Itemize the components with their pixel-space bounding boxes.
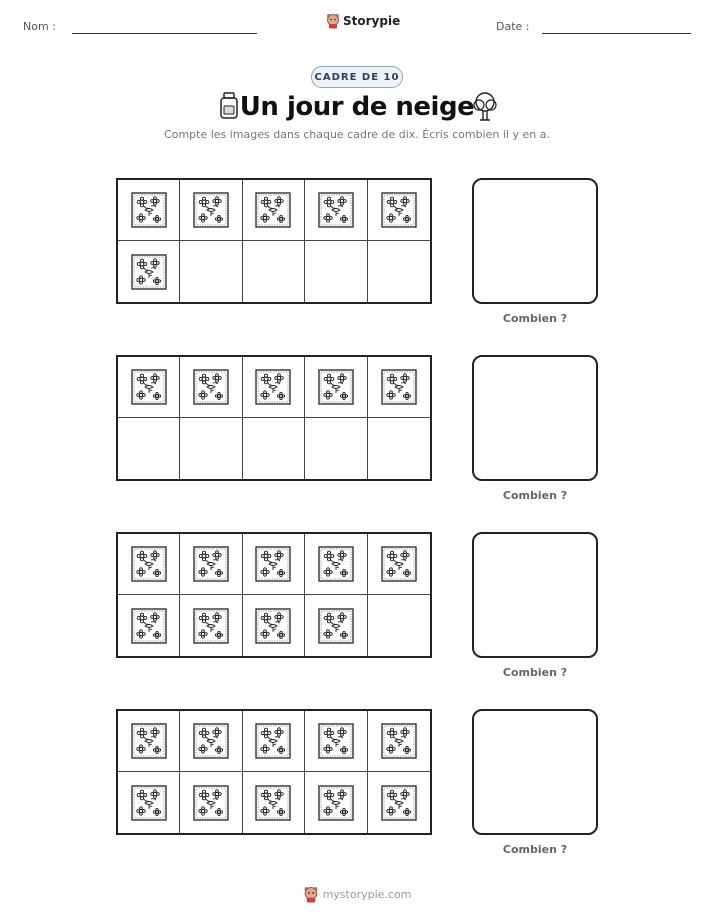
flower-bouquet-icon (255, 785, 291, 821)
answer-label-1: Combien ? (502, 312, 568, 325)
ten-frame-4 (116, 709, 432, 835)
flower-bouquet-icon (255, 369, 291, 405)
ten-frame-cell (305, 595, 367, 656)
page-title: Un jour de neige (239, 92, 475, 122)
footer-url: mystorypie.com (322, 888, 412, 901)
ten-frame-cell (243, 534, 305, 595)
flower-bouquet-icon (193, 785, 229, 821)
name-write-line[interactable] (72, 33, 257, 34)
answer-box-3[interactable] (472, 532, 598, 658)
ten-frame-cell (305, 241, 367, 302)
flower-bouquet-icon (318, 546, 354, 582)
answer-box-1[interactable] (472, 178, 598, 304)
ten-frame-cell (305, 180, 367, 241)
answer-box-4[interactable] (472, 709, 598, 835)
ten-frame-cell (118, 241, 180, 302)
ten-frame-cell (368, 772, 430, 833)
ten-frame-cell (180, 534, 242, 595)
ten-frame-cell (118, 534, 180, 595)
flower-bouquet-icon (193, 192, 229, 228)
ten-frame-cell (180, 180, 242, 241)
flower-bouquet-icon (381, 192, 417, 228)
ten-frame-cell (180, 595, 242, 656)
ten-frame-cell (118, 357, 180, 418)
ten-frame-cell (243, 241, 305, 302)
flower-bouquet-icon (381, 785, 417, 821)
flower-bouquet-icon (255, 608, 291, 644)
answer-label-2: Combien ? (502, 489, 568, 502)
ten-frame-cell (368, 180, 430, 241)
ten-frame-cell (368, 418, 430, 479)
ten-frame-cell (118, 772, 180, 833)
flower-bouquet-icon (193, 608, 229, 644)
answer-box-2[interactable] (472, 355, 598, 481)
ten-frame-cell (368, 595, 430, 656)
worksheet-type-badge: CADRE DE 10 (311, 66, 403, 88)
brand-name: Storypie (343, 14, 401, 28)
date-write-line[interactable] (542, 33, 691, 34)
flower-bouquet-icon (131, 785, 167, 821)
ten-frame-cell (118, 180, 180, 241)
tree-icon (470, 91, 500, 123)
flower-bouquet-icon (131, 192, 167, 228)
ten-frame-cell (118, 595, 180, 656)
flower-bouquet-icon (193, 723, 229, 759)
ten-frame-cell (305, 418, 367, 479)
flower-bouquet-icon (193, 546, 229, 582)
ten-frame-cell (368, 534, 430, 595)
ten-frame-cell (180, 241, 242, 302)
flower-bouquet-icon (381, 369, 417, 405)
ten-frame-cell (368, 357, 430, 418)
ten-frame-cell (305, 534, 367, 595)
ten-frame-cell (118, 711, 180, 772)
instructions: Compte les images dans chaque cadre de dix. Écris combien il y en a. (164, 128, 550, 141)
flower-bouquet-icon (318, 192, 354, 228)
ten-frame-cell (368, 241, 430, 302)
flower-bouquet-icon (255, 192, 291, 228)
ten-frame-1 (116, 178, 432, 304)
answer-label-4: Combien ? (502, 843, 568, 856)
flower-bouquet-icon (381, 546, 417, 582)
flower-bouquet-icon (131, 608, 167, 644)
date-label: Date : (496, 20, 530, 33)
ten-frame-cell (180, 711, 242, 772)
ten-frame-cell (243, 418, 305, 479)
flower-bouquet-icon (381, 723, 417, 759)
ten-frame-3 (116, 532, 432, 658)
ten-frame-cell (180, 772, 242, 833)
ten-frame-cell (243, 357, 305, 418)
ten-frame-cell (243, 180, 305, 241)
flower-bouquet-icon (131, 369, 167, 405)
ten-frame-cell (243, 595, 305, 656)
flower-bouquet-icon (318, 369, 354, 405)
ten-frame-cell (368, 711, 430, 772)
ten-frame-cell (305, 357, 367, 418)
flower-bouquet-icon (255, 723, 291, 759)
mascot-icon (326, 13, 340, 29)
ten-frame-cell (118, 418, 180, 479)
flower-bouquet-icon (193, 369, 229, 405)
flower-bouquet-icon (318, 608, 354, 644)
ten-frame-2 (116, 355, 432, 481)
ten-frame-cell (305, 711, 367, 772)
answer-label-3: Combien ? (502, 666, 568, 679)
brand-logo (326, 13, 400, 29)
ten-frame-cell (243, 711, 305, 772)
ten-frame-cell (243, 772, 305, 833)
flower-bouquet-icon (131, 254, 167, 290)
flower-bouquet-icon (255, 546, 291, 582)
flower-bouquet-icon (131, 546, 167, 582)
footer (0, 886, 714, 903)
mascot-icon (303, 886, 319, 903)
flower-bouquet-icon (131, 723, 167, 759)
ten-frame-cell (180, 357, 242, 418)
name-label: Nom : (23, 20, 56, 33)
ten-frame-cell (180, 418, 242, 479)
flower-bouquet-icon (318, 785, 354, 821)
flower-bouquet-icon (318, 723, 354, 759)
ten-frame-cell (305, 772, 367, 833)
